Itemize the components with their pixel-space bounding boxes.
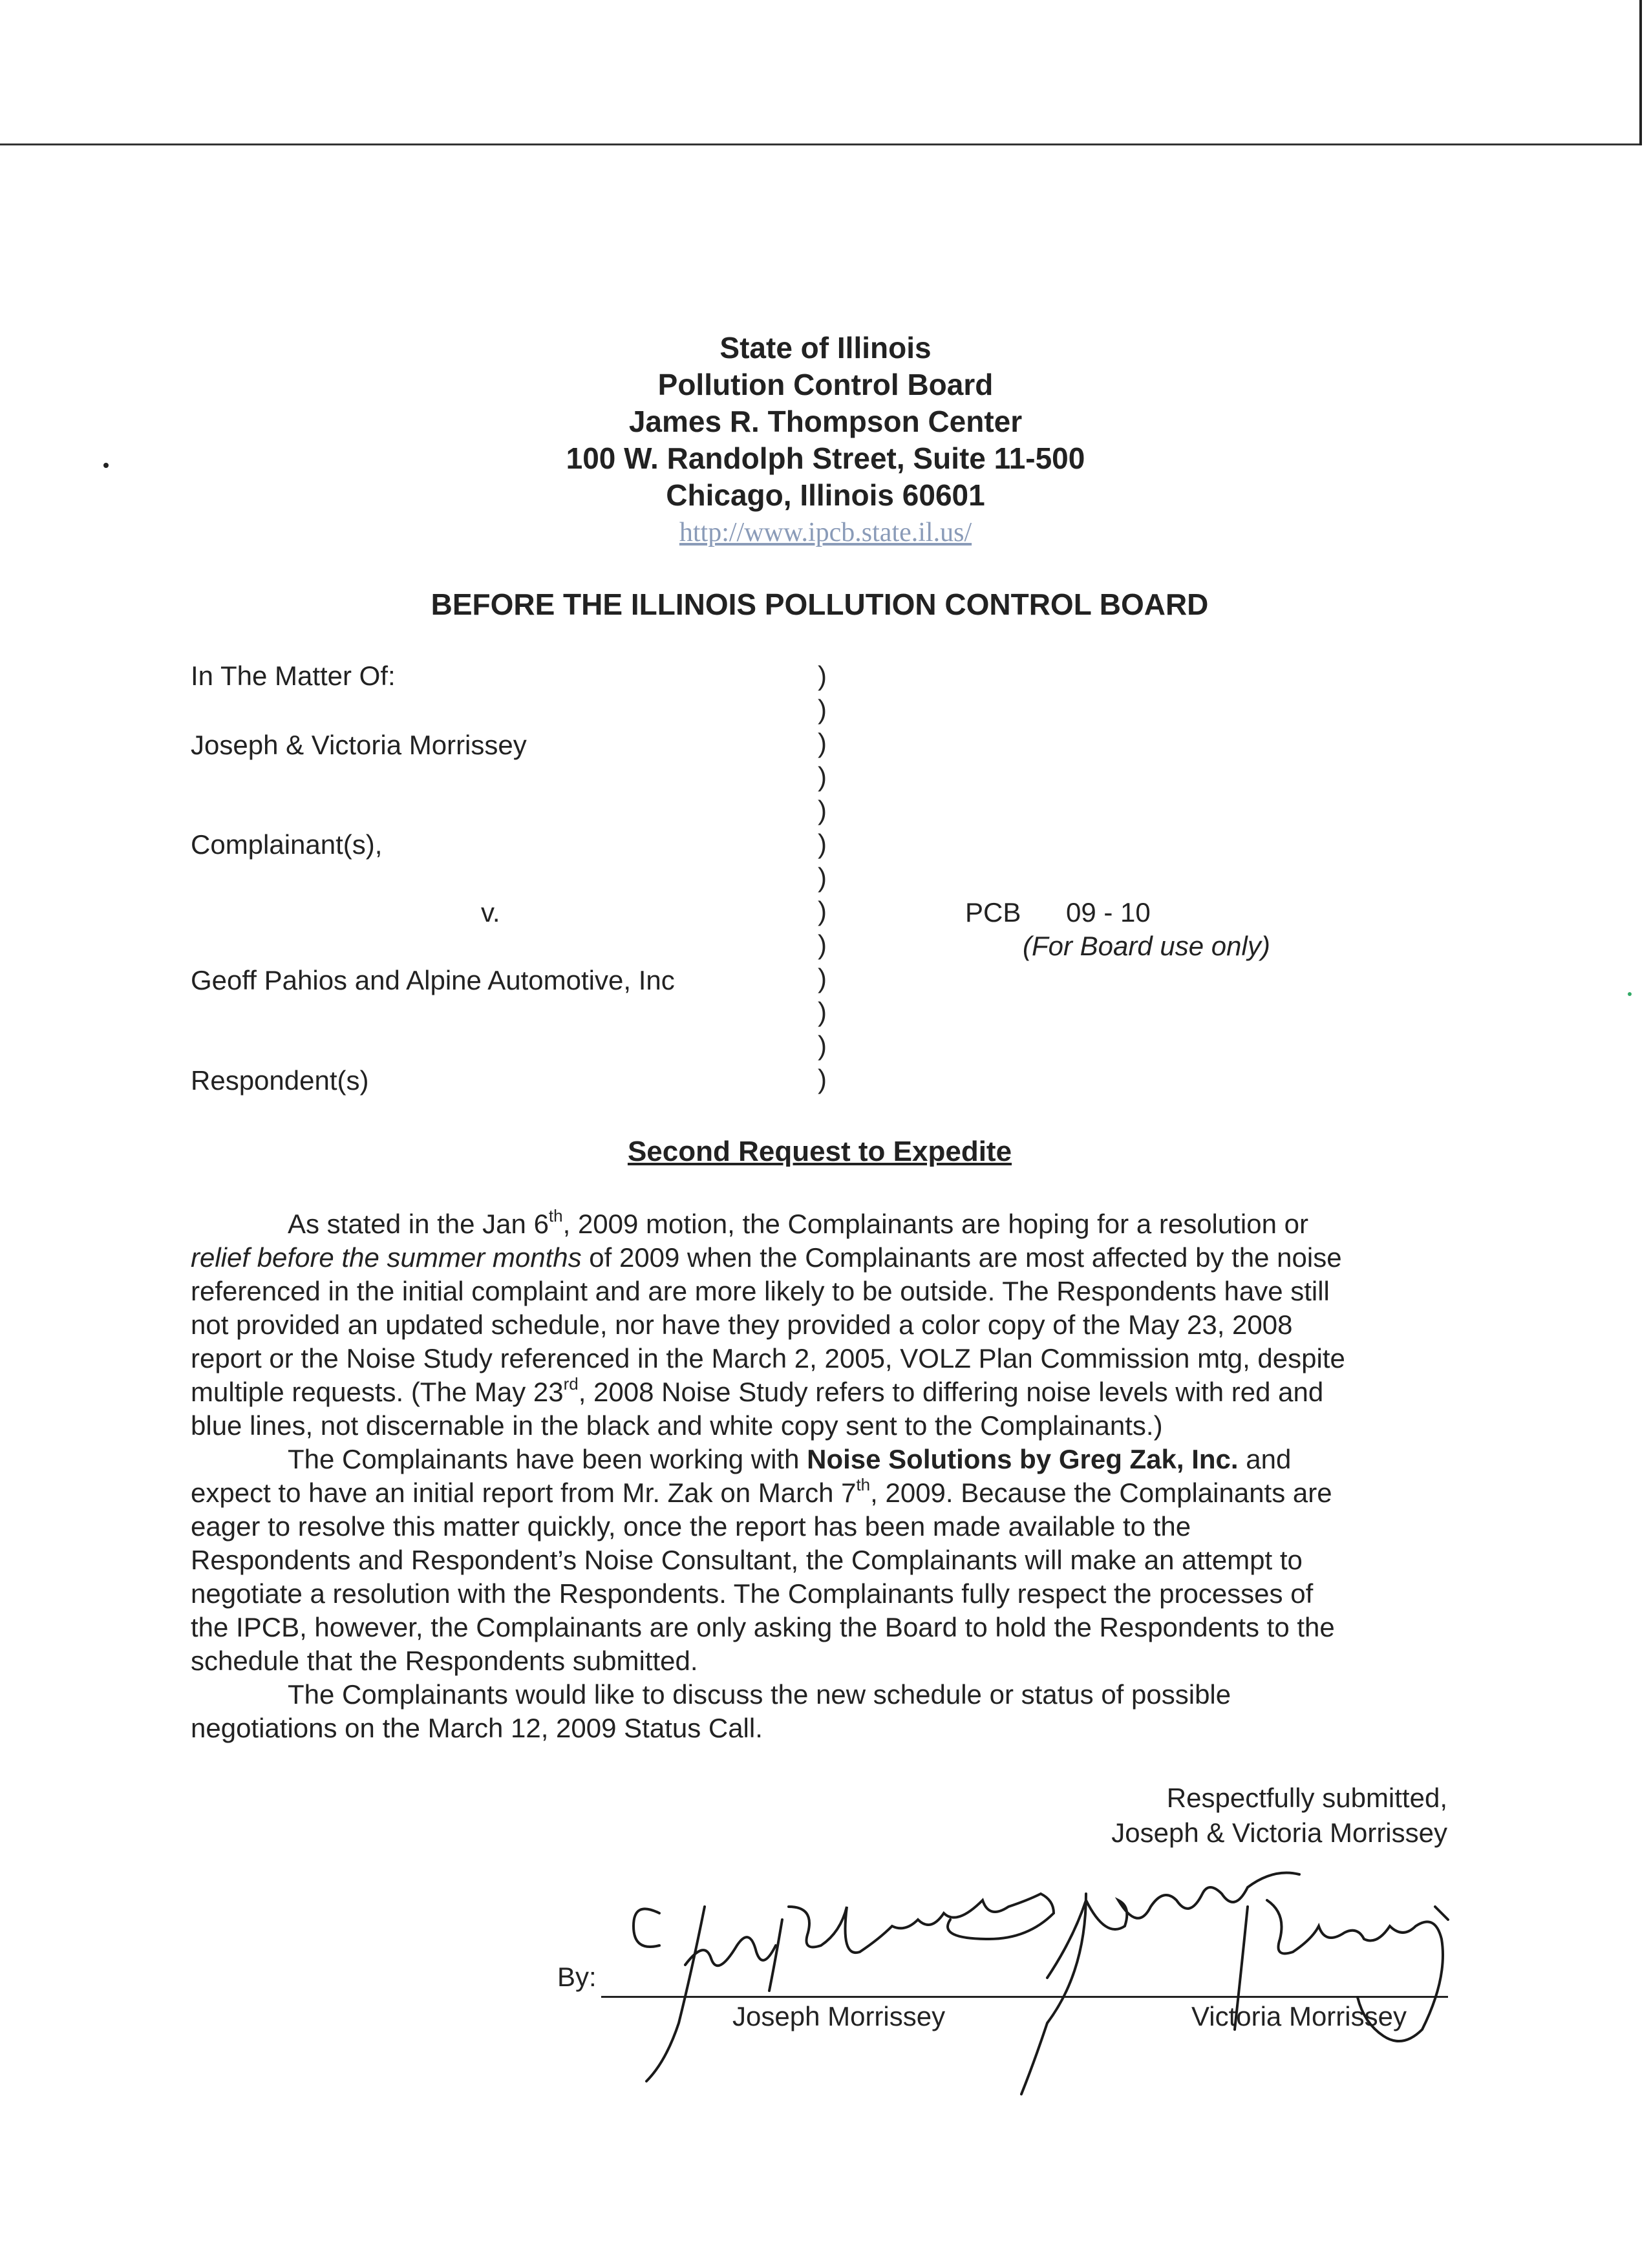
body-line — [191, 1646, 698, 1677]
body-text: multiple requests. (The May 23 — [191, 1377, 564, 1407]
caption-paren: ) — [818, 997, 827, 1027]
body-text: expect to have an initial report from Mr. Zak on March 7 — [191, 1478, 857, 1508]
body-text: The Complainants would like to discuss the new schedule or status of possible — [288, 1679, 1231, 1710]
caption-paren: ) — [818, 661, 827, 691]
body-text: The Complainants have been working with — [288, 1444, 807, 1474]
body-text: and — [1238, 1444, 1292, 1474]
case-prefix: PCB — [965, 897, 1021, 927]
letterhead-center: James R. Thompson Center — [628, 405, 1023, 438]
body-line — [191, 1475, 1332, 1509]
signer-victoria: Victoria Morrissey — [1191, 2001, 1407, 2031]
body-text: the IPCB, however, the Complainants are only asking the Board to hold the Respondents to the — [191, 1612, 1335, 1642]
body-text: of 2009 when the Complainants are most affected by the noise — [581, 1242, 1342, 1273]
respondents-names: Geoff Pahios and Alpine Automotive, Inc — [191, 965, 675, 995]
body-text: blue lines, not discernable in the black and white copy sent to the Complainants.) — [191, 1410, 1163, 1441]
body-text: negotiate a resolution with the Respondents. The Complainants fully respect the processes of — [191, 1578, 1314, 1609]
caption-paren: ) — [818, 829, 827, 859]
caption-paren: ) — [818, 929, 827, 960]
body-text: negotiations on the March 12, 2009 Status Call. — [191, 1713, 763, 1743]
respondents-label: Respondent(s) — [191, 1065, 369, 1096]
body-text: Respondents and Respondent’s Noise Consultant, the Complainants will make an attempt to — [191, 1545, 1303, 1575]
body-line — [191, 1242, 1342, 1273]
body-line — [191, 1511, 1191, 1542]
signature-joseph — [634, 1894, 1054, 2081]
ordinal-suffix: th — [548, 1206, 563, 1225]
by-label: By: — [557, 1962, 597, 1992]
signer-joseph: Joseph Morrissey — [732, 2001, 946, 2031]
document-title: Second Request to Expedite — [627, 1136, 1012, 1167]
scan-top-border — [0, 143, 1642, 145]
body-line — [191, 1410, 1163, 1441]
closing-names: Joseph & Victoria Morrissey — [1111, 1818, 1447, 1848]
closing-respectfully: Respectfully submitted, — [1166, 1783, 1447, 1813]
body-line — [191, 1343, 1345, 1374]
letterhead-street: 100 W. Randolph Street, Suite 11-500 — [566, 441, 1085, 475]
body-text: schedule that the Respondents submitted. — [191, 1646, 698, 1676]
caption-paren: ) — [818, 795, 827, 825]
letterhead-board: Pollution Control Board — [657, 368, 994, 401]
body-line — [288, 1206, 1308, 1240]
body-text: , 2008 Noise Study refers to differing noise levels with red and — [578, 1377, 1324, 1407]
body-line — [191, 1374, 1324, 1408]
ordinal-suffix: th — [856, 1475, 871, 1494]
body-text: not provided an updated schedule, nor have they provided a color copy of the May 23, 2008 — [191, 1309, 1293, 1340]
caption-paren: ) — [818, 694, 827, 725]
signature-line — [601, 1996, 1448, 1998]
versus-label: v. — [481, 897, 500, 927]
case-number: 09 - 10 — [1066, 897, 1151, 927]
signature-victoria — [1021, 1873, 1448, 2095]
body-line — [191, 1309, 1293, 1341]
body-text: relief before the summer months — [191, 1242, 582, 1273]
body-text: eager to resolve this matter quickly, once the report has been made available to the — [191, 1511, 1191, 1542]
body-line — [191, 1713, 763, 1744]
body-line — [191, 1545, 1303, 1576]
caption-paren: ) — [818, 728, 827, 758]
caption-paren: ) — [818, 862, 827, 893]
website-link[interactable]: http://www.ipcb.state.il.us/ — [679, 518, 972, 547]
body-text: report or the Noise Study referenced in the March 2, 2005, VOLZ Plan Commission mtg, despite — [191, 1343, 1345, 1373]
letterhead-state: State of Illinois — [719, 331, 932, 365]
caption-paren: ) — [818, 963, 827, 993]
caption-paren: ) — [818, 896, 827, 926]
body-text: referenced in the initial complaint and are more likely to be outside. The Respondents have still — [191, 1276, 1330, 1306]
body-line — [191, 1276, 1330, 1307]
caption-paren: ) — [818, 1030, 827, 1061]
scan-right-border — [1639, 0, 1642, 145]
board-use-note: (For Board use only) — [1023, 931, 1270, 961]
body-text: , 2009. Because the Complainants are — [870, 1478, 1332, 1508]
caption-paren: ) — [818, 1064, 827, 1094]
body-text: As stated in the Jan 6 — [288, 1209, 549, 1239]
caption-paren: ) — [818, 761, 827, 792]
letterhead-city: Chicago, Illinois 60601 — [666, 478, 985, 512]
body-line — [191, 1578, 1313, 1609]
body-text: , 2009 motion, the Complainants are hoping for a resolution or — [562, 1209, 1308, 1239]
scan-speck — [1628, 992, 1632, 996]
complainants-label: Complainant(s), — [191, 829, 383, 860]
complainants-names: Joseph & Victoria Morrissey — [191, 730, 527, 760]
body-line — [191, 1612, 1335, 1643]
body-line — [288, 1679, 1231, 1710]
before-heading: BEFORE THE ILLINOIS POLLUTION CONTROL BOARD — [431, 588, 1209, 621]
body-line — [288, 1444, 1291, 1475]
bold-text: Noise Solutions by Greg Zak, Inc. — [807, 1444, 1239, 1474]
ordinal-suffix: rd — [563, 1374, 579, 1394]
matter-label: In The Matter Of: — [191, 661, 396, 691]
